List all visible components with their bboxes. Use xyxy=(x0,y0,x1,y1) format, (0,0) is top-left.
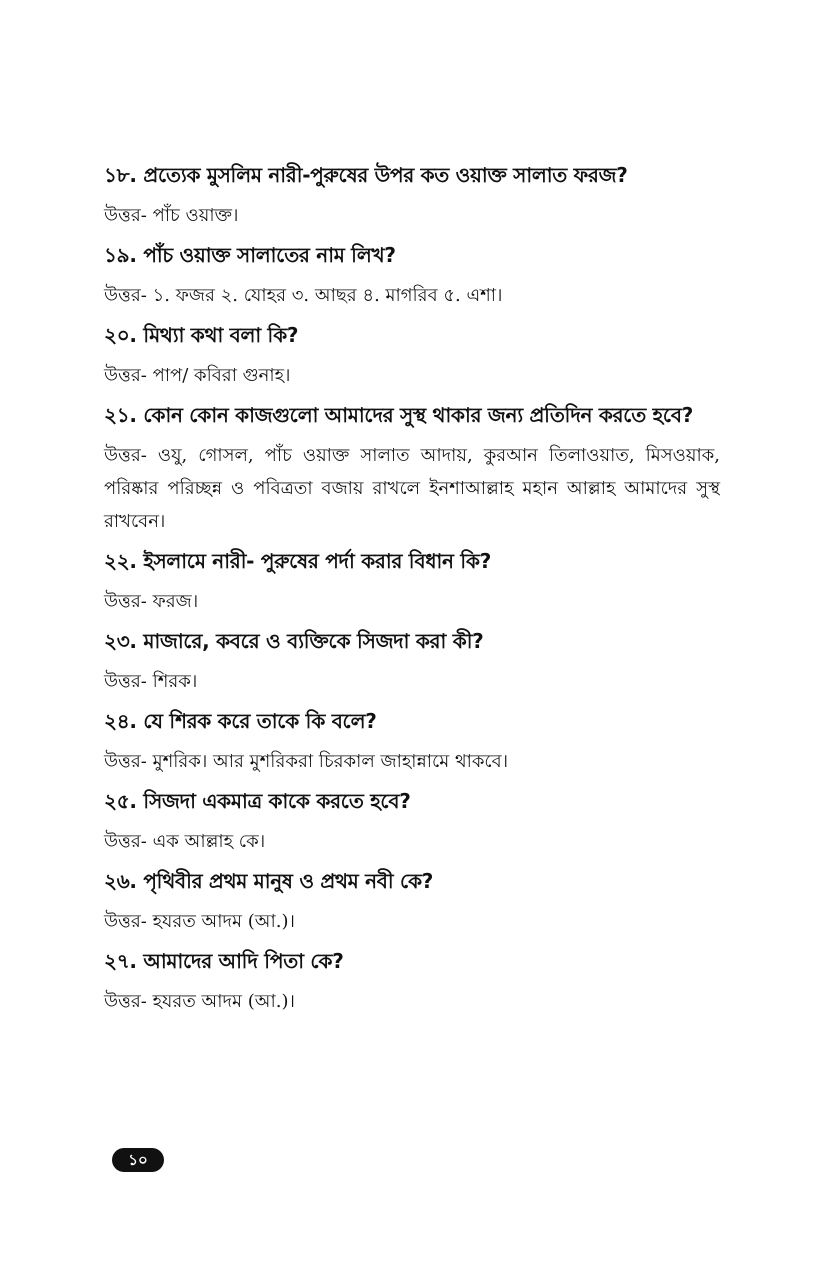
question-text: ২৫. সিজদা একমাত্র কাকে করতে হবে? xyxy=(104,789,411,813)
question-text: ২২. ইসলামে নারী- পুরুষের পর্দা করার বিধান কি? xyxy=(104,549,492,573)
question-text: ২১. কোন কোন কাজগুলো আমাদের সুস্থ থাকার জন্য প্রতিদিন করতে হবে? xyxy=(104,403,694,427)
question-text: ২৬. পৃথিবীর প্রথম মানুষ ও প্রথম নবী কে? xyxy=(104,869,434,893)
answer-text: উত্তর- ১. ফজর ২. যোহর ৩. আছর ৪. মাগরিব ৫. এশা। xyxy=(104,285,503,306)
answer-text: উত্তর- ফরজ। xyxy=(104,591,199,612)
qa-item xyxy=(104,398,720,538)
qa-item xyxy=(104,544,720,618)
answer-text: উত্তর- শিরক। xyxy=(104,671,198,692)
answer-text: উত্তর- হযরত আদম (আ.)। xyxy=(104,991,295,1012)
qa-item xyxy=(104,624,720,698)
qa-item xyxy=(104,864,720,938)
question-text: ১৮. প্রত্যেক মুসলিম নারী-পুরুষের উপর কত ওয়াক্ত সালাত ফরজ? xyxy=(104,163,628,187)
question-text: ২০. মিথ্যা কথা বলা কি? xyxy=(104,323,299,347)
qa-item xyxy=(104,158,720,232)
answer-text: উত্তর- ওযু, গোসল, পাঁচ ওয়াক্ত সালাত আদায়, কুরআন তিলাওয়াত, মিসওয়াক, পরিষ্কার পরিচ্ছন্ন ও পবিত্রতা বজায় রাখলে ইনশাআল্লাহ মহান আল্লাহ আমাদের সুস্থ রাখবেন। xyxy=(104,445,720,532)
question-text: ২৭. আমাদের আদি পিতা কে? xyxy=(104,949,344,973)
question-text: ২৪. যে শিরক করে তাকে কি বলে? xyxy=(104,709,377,733)
qa-list xyxy=(104,158,720,1024)
qa-item xyxy=(104,784,720,858)
answer-text: উত্তর- এক আল্লাহ কে। xyxy=(104,831,266,852)
answer-text: উত্তর- হযরত আদম (আ.)। xyxy=(104,911,295,932)
page-number-badge: ১০ xyxy=(112,1148,164,1172)
question-text: ২৩. মাজারে, কবরে ও ব্যক্তিকে সিজদা করা কী? xyxy=(104,629,484,653)
answer-text: উত্তর- মুশরিক। আর মুশরিকরা চিরকাল জাহান্নামে থাকবে। xyxy=(104,751,509,772)
qa-item xyxy=(104,318,720,392)
qa-item xyxy=(104,238,720,312)
answer-text: উত্তর- পাঁচ ওয়াক্ত। xyxy=(104,205,239,226)
qa-item xyxy=(104,944,720,1018)
qa-item xyxy=(104,704,720,778)
question-text: ১৯. পাঁচ ওয়াক্ত সালাতের নাম লিখ? xyxy=(104,243,396,267)
answer-text: উত্তর- পাপ/ কবিরা গুনাহ। xyxy=(104,365,291,386)
